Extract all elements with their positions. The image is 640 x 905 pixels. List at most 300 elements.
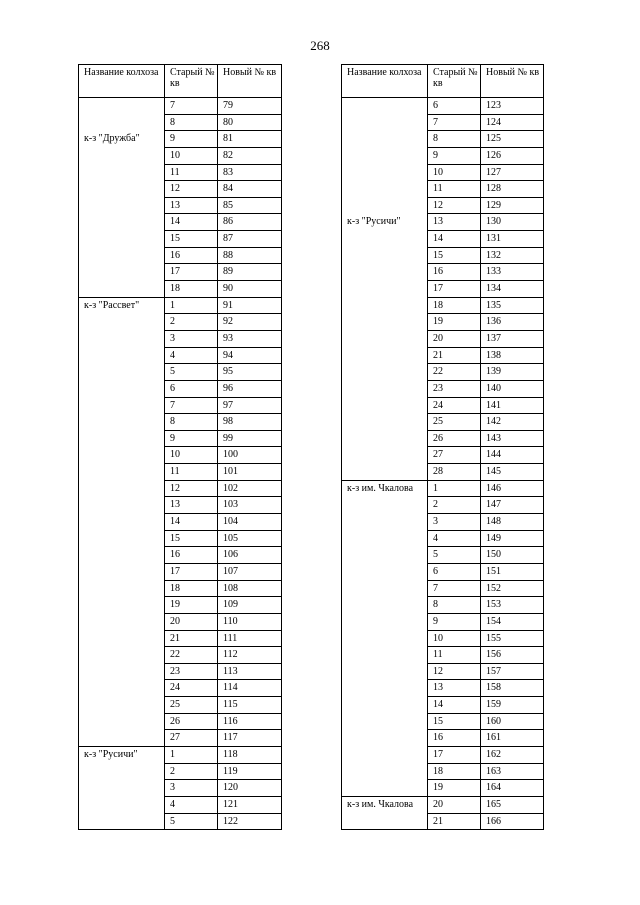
new-number-cell: 155 bbox=[481, 630, 544, 647]
table-row bbox=[342, 713, 544, 730]
table-row bbox=[342, 447, 544, 464]
farm-name-cell bbox=[342, 597, 428, 614]
table-row bbox=[79, 480, 282, 497]
farm-name-cell bbox=[79, 796, 165, 813]
new-number-cell: 137 bbox=[481, 330, 544, 347]
new-number-cell: 94 bbox=[218, 347, 282, 364]
old-number-cell: 7 bbox=[165, 98, 218, 115]
table-row bbox=[79, 397, 282, 414]
farm-name-cell bbox=[342, 547, 428, 564]
table-row bbox=[342, 430, 544, 447]
new-number-cell: 127 bbox=[481, 164, 544, 181]
new-number-cell: 92 bbox=[218, 314, 282, 331]
old-number-cell: 23 bbox=[428, 380, 481, 397]
farm-name-cell bbox=[342, 98, 428, 115]
new-number-cell: 102 bbox=[218, 480, 282, 497]
table-row bbox=[342, 480, 544, 497]
table-row bbox=[79, 697, 282, 714]
old-number-cell: 7 bbox=[165, 397, 218, 414]
farm-name-cell bbox=[342, 281, 428, 298]
farm-name-cell bbox=[79, 314, 165, 331]
new-number-cell: 123 bbox=[481, 98, 544, 115]
table-row bbox=[79, 197, 282, 214]
new-number-cell: 97 bbox=[218, 397, 282, 414]
old-number-cell: 28 bbox=[428, 464, 481, 481]
farm-name-cell bbox=[79, 447, 165, 464]
table-row bbox=[342, 164, 544, 181]
old-number-cell: 26 bbox=[428, 430, 481, 447]
old-number-cell: 6 bbox=[165, 380, 218, 397]
table-row bbox=[79, 580, 282, 597]
farm-name-cell bbox=[79, 497, 165, 514]
old-number-cell: 11 bbox=[165, 164, 218, 181]
new-number-cell: 142 bbox=[481, 414, 544, 431]
table-row bbox=[342, 597, 544, 614]
farm-name-cell bbox=[342, 314, 428, 331]
table-row bbox=[342, 297, 544, 314]
new-number-cell: 148 bbox=[481, 514, 544, 531]
new-number-cell: 91 bbox=[218, 297, 282, 314]
new-number-cell: 113 bbox=[218, 663, 282, 680]
farm-name-cell bbox=[342, 763, 428, 780]
old-number-cell: 9 bbox=[428, 613, 481, 630]
table-row bbox=[79, 630, 282, 647]
farm-name-cell bbox=[342, 580, 428, 597]
new-number-cell: 153 bbox=[481, 597, 544, 614]
table-row bbox=[342, 281, 544, 298]
new-number-cell: 99 bbox=[218, 430, 282, 447]
new-number-cell: 98 bbox=[218, 414, 282, 431]
farm-name: к-з им. Чкалова bbox=[347, 798, 414, 810]
table-row bbox=[342, 630, 544, 647]
farm-name-cell bbox=[79, 713, 165, 730]
old-number-cell: 15 bbox=[165, 231, 218, 248]
old-number-cell: 12 bbox=[165, 181, 218, 198]
farm-name-cell bbox=[342, 181, 428, 198]
table-row bbox=[79, 514, 282, 531]
old-number-cell: 3 bbox=[165, 780, 218, 797]
old-number-cell: 22 bbox=[165, 647, 218, 664]
new-number-cell: 146 bbox=[481, 480, 544, 497]
farm-name-cell bbox=[342, 713, 428, 730]
farm-name-cell bbox=[79, 613, 165, 630]
table-row bbox=[342, 131, 544, 148]
old-number-cell: 11 bbox=[165, 464, 218, 481]
table-row bbox=[342, 347, 544, 364]
new-number-cell: 147 bbox=[481, 497, 544, 514]
farm-name-cell bbox=[342, 164, 428, 181]
old-number-cell: 11 bbox=[428, 181, 481, 198]
table-row bbox=[79, 464, 282, 481]
new-number-cell: 124 bbox=[481, 114, 544, 131]
farm-name-cell bbox=[342, 697, 428, 714]
table-row bbox=[342, 364, 544, 381]
table-row bbox=[342, 514, 544, 531]
old-number-cell: 4 bbox=[165, 347, 218, 364]
old-number-cell: 2 bbox=[165, 314, 218, 331]
farm-name-cell bbox=[342, 630, 428, 647]
old-number-cell: 12 bbox=[165, 480, 218, 497]
old-number-cell: 15 bbox=[428, 247, 481, 264]
farm-name-cell bbox=[79, 763, 165, 780]
table-row bbox=[342, 414, 544, 431]
old-number-cell: 16 bbox=[428, 730, 481, 747]
farm-name-cell bbox=[342, 430, 428, 447]
new-number-cell: 162 bbox=[481, 746, 544, 763]
farm-name-cell bbox=[342, 796, 428, 813]
table-row bbox=[79, 281, 282, 298]
farm-name-cell bbox=[79, 380, 165, 397]
old-number-cell: 22 bbox=[428, 364, 481, 381]
new-number-cell: 160 bbox=[481, 713, 544, 730]
table-row bbox=[342, 380, 544, 397]
table-row bbox=[79, 447, 282, 464]
new-number-cell: 106 bbox=[218, 547, 282, 564]
table-row bbox=[342, 247, 544, 264]
old-number-cell: 12 bbox=[428, 197, 481, 214]
new-number-cell: 157 bbox=[481, 663, 544, 680]
old-number-cell: 15 bbox=[165, 530, 218, 547]
table-row bbox=[342, 397, 544, 414]
table-row bbox=[79, 530, 282, 547]
old-number-cell: 11 bbox=[428, 647, 481, 664]
table-row bbox=[79, 98, 282, 115]
farm-name: к-з "Рассвет" bbox=[84, 299, 140, 311]
farm-name: к-з им. Чкалова bbox=[347, 482, 414, 494]
old-number-cell: 6 bbox=[428, 563, 481, 580]
farm-name-cell bbox=[79, 530, 165, 547]
farm-name-cell bbox=[79, 231, 165, 248]
farm-name-cell bbox=[79, 364, 165, 381]
farm-name-cell bbox=[79, 464, 165, 481]
farm-name-cell bbox=[342, 330, 428, 347]
new-number-cell: 119 bbox=[218, 763, 282, 780]
old-number-cell: 9 bbox=[165, 430, 218, 447]
old-number-cell: 4 bbox=[428, 530, 481, 547]
farm-name-cell bbox=[342, 730, 428, 747]
old-number-cell: 17 bbox=[165, 264, 218, 281]
table-row bbox=[79, 746, 282, 763]
farm-name-cell bbox=[342, 231, 428, 248]
farm-name-cell bbox=[342, 397, 428, 414]
old-number-cell: 7 bbox=[428, 580, 481, 597]
new-number-cell: 150 bbox=[481, 547, 544, 564]
new-number-cell: 151 bbox=[481, 563, 544, 580]
new-number-cell: 138 bbox=[481, 347, 544, 364]
farm-name-cell bbox=[342, 414, 428, 431]
farm-name-cell bbox=[79, 397, 165, 414]
farm-name-cell bbox=[79, 181, 165, 198]
old-number-cell: 12 bbox=[428, 663, 481, 680]
farm-name-cell bbox=[342, 530, 428, 547]
table-row bbox=[342, 647, 544, 664]
new-number-cell: 86 bbox=[218, 214, 282, 231]
old-number-cell: 13 bbox=[165, 197, 218, 214]
old-number-cell: 2 bbox=[428, 497, 481, 514]
table-row bbox=[79, 763, 282, 780]
table-row bbox=[79, 247, 282, 264]
farm-name-cell bbox=[79, 330, 165, 347]
table-header-row bbox=[79, 65, 282, 98]
table-row bbox=[79, 680, 282, 697]
farm-name-cell bbox=[342, 347, 428, 364]
new-number-cell: 114 bbox=[218, 680, 282, 697]
farm-name-cell bbox=[79, 131, 165, 148]
farm-name-cell bbox=[79, 164, 165, 181]
new-number-cell: 116 bbox=[218, 713, 282, 730]
farm-name-cell bbox=[79, 297, 165, 314]
new-number-cell: 84 bbox=[218, 181, 282, 198]
new-number-cell: 82 bbox=[218, 147, 282, 164]
table-row bbox=[342, 663, 544, 680]
old-number-cell: 18 bbox=[165, 281, 218, 298]
farm-name-cell bbox=[342, 647, 428, 664]
old-number-cell: 16 bbox=[165, 547, 218, 564]
new-number-cell: 105 bbox=[218, 530, 282, 547]
farm-name-cell bbox=[342, 264, 428, 281]
old-number-cell: 5 bbox=[165, 813, 218, 830]
old-number-cell: 23 bbox=[165, 663, 218, 680]
farm-name-cell bbox=[342, 746, 428, 763]
table-row bbox=[79, 563, 282, 580]
old-number-cell: 21 bbox=[165, 630, 218, 647]
farm-name-cell bbox=[79, 663, 165, 680]
farm-name-cell bbox=[79, 597, 165, 614]
new-number-cell: 129 bbox=[481, 197, 544, 214]
table-row bbox=[342, 580, 544, 597]
farm-name-cell bbox=[79, 630, 165, 647]
new-number-cell: 100 bbox=[218, 447, 282, 464]
table-row bbox=[342, 563, 544, 580]
farm-name-cell bbox=[79, 563, 165, 580]
new-number-cell: 85 bbox=[218, 197, 282, 214]
farm-name-cell bbox=[79, 813, 165, 830]
table-row bbox=[79, 663, 282, 680]
table-row bbox=[79, 613, 282, 630]
old-number-cell: 6 bbox=[428, 98, 481, 115]
left-table bbox=[78, 64, 282, 830]
table-row bbox=[79, 330, 282, 347]
new-number-cell: 121 bbox=[218, 796, 282, 813]
old-number-cell: 5 bbox=[428, 547, 481, 564]
new-number-cell: 96 bbox=[218, 380, 282, 397]
farm-name-cell bbox=[342, 613, 428, 630]
old-number-cell: 19 bbox=[428, 780, 481, 797]
new-number-cell: 130 bbox=[481, 214, 544, 231]
old-number-cell: 10 bbox=[428, 630, 481, 647]
farm-name: к-з "Дружба" bbox=[84, 132, 140, 144]
table-row bbox=[79, 231, 282, 248]
header-new-number: Новый № кв bbox=[481, 65, 544, 98]
old-number-cell: 15 bbox=[428, 713, 481, 730]
old-number-cell: 8 bbox=[165, 114, 218, 131]
new-number-cell: 163 bbox=[481, 763, 544, 780]
table-row bbox=[79, 114, 282, 131]
new-number-cell: 141 bbox=[481, 397, 544, 414]
new-number-cell: 111 bbox=[218, 630, 282, 647]
farm-name-cell bbox=[79, 547, 165, 564]
table-row bbox=[79, 813, 282, 830]
farm-name: к-з "Русичи" bbox=[84, 748, 138, 760]
table-row bbox=[79, 414, 282, 431]
table-row bbox=[79, 780, 282, 797]
new-number-cell: 128 bbox=[481, 181, 544, 198]
new-number-cell: 164 bbox=[481, 780, 544, 797]
table-row bbox=[342, 147, 544, 164]
new-number-cell: 133 bbox=[481, 264, 544, 281]
farm-name-cell bbox=[342, 780, 428, 797]
new-number-cell: 104 bbox=[218, 514, 282, 531]
old-number-cell: 9 bbox=[428, 147, 481, 164]
new-number-cell: 161 bbox=[481, 730, 544, 747]
farm-name-cell bbox=[79, 480, 165, 497]
farm-name-cell bbox=[79, 347, 165, 364]
table-row bbox=[79, 164, 282, 181]
new-number-cell: 139 bbox=[481, 364, 544, 381]
old-number-cell: 14 bbox=[165, 514, 218, 531]
new-number-cell: 132 bbox=[481, 247, 544, 264]
old-number-cell: 3 bbox=[428, 514, 481, 531]
old-number-cell: 20 bbox=[428, 796, 481, 813]
old-number-cell: 10 bbox=[428, 164, 481, 181]
table-row bbox=[342, 231, 544, 248]
new-number-cell: 135 bbox=[481, 297, 544, 314]
old-number-cell: 9 bbox=[165, 131, 218, 148]
new-number-cell: 145 bbox=[481, 464, 544, 481]
new-number-cell: 90 bbox=[218, 281, 282, 298]
farm-name-cell bbox=[342, 663, 428, 680]
old-number-cell: 13 bbox=[428, 680, 481, 697]
old-number-cell: 21 bbox=[428, 813, 481, 830]
farm-name-cell bbox=[79, 147, 165, 164]
right-table bbox=[341, 64, 544, 830]
new-number-cell: 125 bbox=[481, 131, 544, 148]
new-number-cell: 110 bbox=[218, 613, 282, 630]
old-number-cell: 19 bbox=[428, 314, 481, 331]
farm-name-cell bbox=[342, 680, 428, 697]
table-row bbox=[342, 497, 544, 514]
farm-name-cell bbox=[79, 281, 165, 298]
old-number-cell: 27 bbox=[428, 447, 481, 464]
table-row bbox=[79, 314, 282, 331]
header-farm-name: Название колхоза bbox=[342, 65, 428, 98]
old-number-cell: 18 bbox=[428, 297, 481, 314]
farm-name-cell bbox=[79, 214, 165, 231]
new-number-cell: 108 bbox=[218, 580, 282, 597]
new-number-cell: 80 bbox=[218, 114, 282, 131]
old-number-cell: 18 bbox=[428, 763, 481, 780]
farm-name: к-з "Русичи" bbox=[347, 215, 401, 227]
new-number-cell: 103 bbox=[218, 497, 282, 514]
table-row bbox=[342, 530, 544, 547]
old-number-cell: 18 bbox=[165, 580, 218, 597]
farm-name-cell bbox=[342, 464, 428, 481]
farm-name-cell bbox=[342, 563, 428, 580]
old-number-cell: 14 bbox=[428, 697, 481, 714]
new-number-cell: 143 bbox=[481, 430, 544, 447]
farm-name-cell bbox=[79, 414, 165, 431]
new-number-cell: 81 bbox=[218, 131, 282, 148]
table-row bbox=[79, 214, 282, 231]
old-number-cell: 19 bbox=[165, 597, 218, 614]
table-row bbox=[342, 314, 544, 331]
table-row bbox=[79, 647, 282, 664]
new-number-cell: 165 bbox=[481, 796, 544, 813]
old-number-cell: 7 bbox=[428, 114, 481, 131]
new-number-cell: 79 bbox=[218, 98, 282, 115]
farm-name-cell bbox=[342, 147, 428, 164]
farm-name-cell bbox=[342, 247, 428, 264]
farm-name-cell bbox=[79, 580, 165, 597]
farm-name-cell bbox=[342, 197, 428, 214]
farm-name-cell bbox=[79, 746, 165, 763]
farm-name-cell bbox=[342, 813, 428, 830]
old-number-cell: 1 bbox=[165, 297, 218, 314]
new-number-cell: 118 bbox=[218, 746, 282, 763]
old-number-cell: 17 bbox=[428, 746, 481, 763]
new-number-cell: 109 bbox=[218, 597, 282, 614]
new-number-cell: 83 bbox=[218, 164, 282, 181]
old-number-cell: 24 bbox=[428, 397, 481, 414]
table-row bbox=[342, 613, 544, 630]
table-row bbox=[79, 430, 282, 447]
new-number-cell: 87 bbox=[218, 231, 282, 248]
farm-name-cell bbox=[342, 114, 428, 131]
table-row bbox=[79, 730, 282, 747]
table-row bbox=[79, 380, 282, 397]
table-row bbox=[342, 114, 544, 131]
old-number-cell: 16 bbox=[165, 247, 218, 264]
farm-name-cell bbox=[79, 264, 165, 281]
new-number-cell: 93 bbox=[218, 330, 282, 347]
table-row bbox=[342, 547, 544, 564]
new-number-cell: 140 bbox=[481, 380, 544, 397]
new-number-cell: 112 bbox=[218, 647, 282, 664]
farm-name-cell bbox=[79, 247, 165, 264]
old-number-cell: 4 bbox=[165, 796, 218, 813]
old-number-cell: 5 bbox=[165, 364, 218, 381]
new-number-cell: 88 bbox=[218, 247, 282, 264]
old-number-cell: 8 bbox=[165, 414, 218, 431]
table-row bbox=[342, 464, 544, 481]
old-number-cell: 3 bbox=[165, 330, 218, 347]
old-number-cell: 21 bbox=[428, 347, 481, 364]
new-number-cell: 107 bbox=[218, 563, 282, 580]
farm-name-cell bbox=[79, 730, 165, 747]
new-number-cell: 115 bbox=[218, 697, 282, 714]
old-number-cell: 17 bbox=[428, 281, 481, 298]
table-row bbox=[79, 297, 282, 314]
old-number-cell: 20 bbox=[428, 330, 481, 347]
table-row bbox=[79, 364, 282, 381]
table-row bbox=[79, 796, 282, 813]
new-number-cell: 158 bbox=[481, 680, 544, 697]
new-number-cell: 89 bbox=[218, 264, 282, 281]
old-number-cell: 8 bbox=[428, 131, 481, 148]
old-number-cell: 1 bbox=[428, 480, 481, 497]
header-old-number: Старый № кв bbox=[428, 65, 481, 98]
old-number-cell: 17 bbox=[165, 563, 218, 580]
farm-name-cell bbox=[342, 364, 428, 381]
old-number-cell: 24 bbox=[165, 680, 218, 697]
table-row bbox=[79, 497, 282, 514]
new-number-cell: 166 bbox=[481, 813, 544, 830]
table-row bbox=[342, 330, 544, 347]
old-number-cell: 13 bbox=[428, 214, 481, 231]
old-number-cell: 27 bbox=[165, 730, 218, 747]
farm-name-cell bbox=[342, 131, 428, 148]
table-row bbox=[79, 347, 282, 364]
